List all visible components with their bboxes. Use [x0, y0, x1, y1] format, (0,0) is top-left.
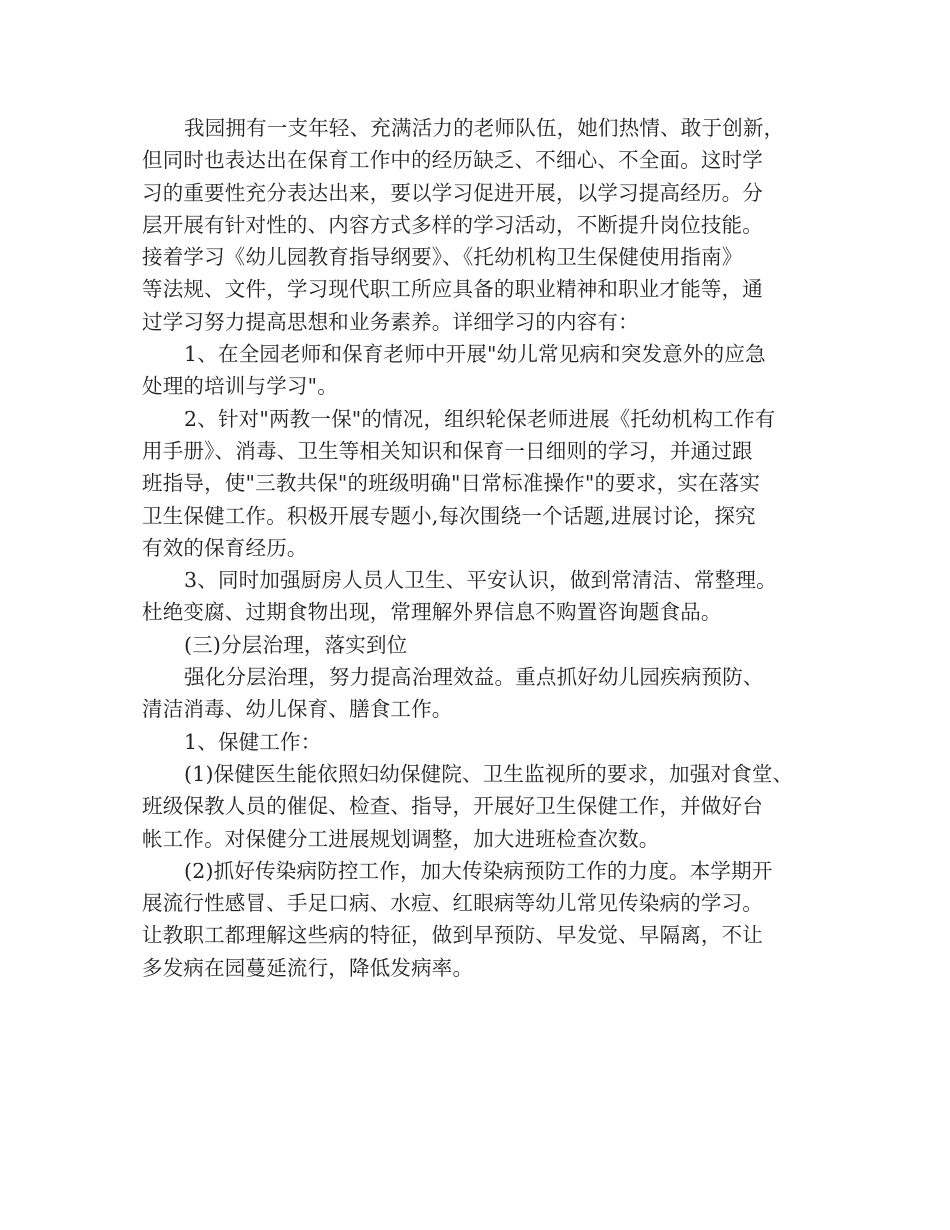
- text-line: 2、针对"两教一保"的情况，组织轮保老师进展《托幼机构工作有: [184, 406, 776, 431]
- text-line: 多发病在园蔓延流行，降低发病率。: [142, 955, 474, 980]
- text-line: 清洁消毒、幼儿保育、膳食工作。: [142, 697, 453, 722]
- text-line: 处理的培训与学习"。: [142, 374, 338, 399]
- text-line: 习的重要性充分表达出来，要以学习促进开展，以学习提高经历。分: [142, 180, 763, 205]
- text-line: 3、同时加强厨房人员人卫生、平安认识，做到常清洁、常整理。: [184, 568, 777, 593]
- text-line: 展流行性感冒、手足口病、水痘、红眼病等幼儿常见传染病的学习。: [142, 891, 763, 916]
- text-line: (1)保健医生能依照妇幼保健院、卫生监视所的要求，加强对食堂、: [184, 761, 794, 786]
- text-line: 接着学习《幼儿园教育指导纲要》、《托幼机构卫生保健使用指南》: [142, 245, 743, 270]
- text-line: 用手册》、消毒、卫生等相关知识和保育一日细则的学习，并通过跟: [142, 438, 753, 463]
- text-line: 1、在全园老师和保育老师中开展"幼儿常见病和突发意外的应急: [184, 342, 766, 367]
- text-line: 等法规、文件，学习现代职工所应具备的职业精神和职业才能等，通: [142, 277, 763, 302]
- text-line: 卫生保健工作。积极开展专题小,每次围绕一个话题,进展讨论，探究: [142, 503, 756, 528]
- document-body: [142, 112, 832, 984]
- text-line: 过学习努力提高思想和业务素养。详细学习的内容有：: [142, 309, 639, 334]
- text-line: (三)分层治理，落实到位: [184, 632, 408, 657]
- text-line: 我园拥有一支年轻、充满活力的老师队伍，她们热情、敢于创新，: [184, 116, 785, 140]
- text-line: 1、保健工作：: [184, 729, 322, 754]
- text-line: 班指导，使"三教共保"的班级明确"日常标准操作"的要求，实在落实: [142, 471, 761, 496]
- text-line: 让教职工都理解这些病的特征，做到早预防、早发觉、早隔离，不让: [142, 923, 763, 948]
- text-line: 班级保教人员的催促、检查、指导，开展好卫生保健工作，并做好台: [142, 794, 763, 819]
- text-line: 强化分层治理，努力提高治理效益。重点抓好幼儿园疾病预防、: [184, 665, 764, 690]
- text-line: (2)抓好传染病防控工作，加大传染病预防工作的力度。本学期开: [184, 858, 773, 883]
- text-line: 层开展有针对性的、内容方式多样的学习活动，不断提升岗位技能。: [142, 212, 763, 237]
- text-line: 有效的保育经历。: [142, 535, 308, 560]
- text-line: 但同时也表达出在保育工作中的经历缺乏、不细心、不全面。这时学: [142, 148, 763, 173]
- text-line: 帐工作。对保健分工进展规划调整，加大进班检查次数。: [142, 826, 660, 851]
- text-line: 杜绝变腐、过期食物出现，常理解外界信息不购置咨询题食品。: [142, 600, 722, 625]
